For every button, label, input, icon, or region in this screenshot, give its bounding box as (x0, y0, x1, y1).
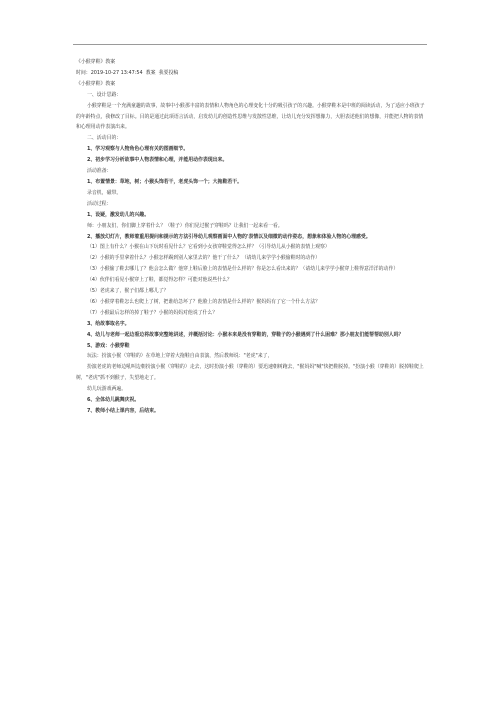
numbered-item: 7、教师小结上课内容，后结束。 (87, 408, 159, 414)
time-value: 2019-10-27 13:47:54 (90, 69, 143, 76)
numbered-item: 4、幼儿与老师一起边看边将故事完整地讲述，并概括讨论：小猴本来是没有穿鞋的，穿鞋子的小猴遇到了什么困难？那小朋友们能帮帮助别人吗？ (87, 331, 404, 338)
category-link[interactable]: 教案 (145, 69, 156, 76)
numbered-item: 2、初步学习分析故事中人物表情和心理，并能用动作表现出来。 (87, 157, 228, 164)
text-line: 活动过程： (87, 200, 112, 207)
numbered-item: 3、给故事取名字。 (87, 320, 130, 327)
text-line: （2）小猴的手里拿着什么？小猴怎样踢到别人家里去的？他干了什么？（请幼儿来学学小猴偷鞋时的动作） (87, 255, 320, 262)
text-line: （1）图上有什么？小猴在山下玩时看见什么？它看到小女孩穿鞋觉得怎么样？（引导幼儿从小猴的表情上观察） (87, 244, 330, 251)
numbered-item: 1、设疑，激发幼儿的兴趣。 (87, 211, 150, 218)
document-body (76, 57, 426, 417)
document-meta (76, 68, 426, 79)
text-line: 玩法：扮演小猴（穿鞋的）在草地上穿着大拖鞋自由表演，然后教师说："老虎"来了， (87, 353, 273, 360)
paragraph: 小猴穿鞋是一个充满童趣的故事，故事中小猴那丰富的表情和人物角色的心理变化十分的吸引孩子的兴趣。小猴穿鞋本是中班的阅读活动，为了适应小班孩子的年龄特点，我修改了目标。目的是通过此项语言活动，启发幼儿的创造性思维与发散性思维，让幼儿充分发挥想像力，大胆表述他们的想像，并能把人物的表情和心理用动作表演出来。 (76, 102, 425, 131)
time-label: 时间： (76, 69, 91, 76)
numbered-item: 1、学习观察与人物角色心理有关的图画细节。 (87, 146, 189, 153)
text-line: （7）小猴最后怎样的掉了鞋子？小猴的妈妈对他说了什么？ (87, 309, 218, 316)
text-line: （4）伙伴们看见小猴穿上了鞋，都觉得怎样？可能对他说些什么？ (87, 277, 232, 284)
text-line: 幼儿玩游戏两遍。 (87, 386, 127, 393)
text-line: （3）小猴偷了鞋去哪儿了？他会怎么做？他穿上鞋后脸上的表情是什么样的？你是怎么看出来的？（请幼儿来学学小猴穿上鞋得意洋洋的动作） (87, 266, 399, 273)
text-line: （6）小猴穿着鞋怎么也爬上了树，把谁给急坏了？他脸上的表情是什么样的？猴妈妈有了它一个什么方法？ (87, 298, 320, 305)
paragraph: 扮演老虎的老师边吼叫边朝扮演小猴（穿鞋的）走去，这时扮演小猴（穿鞋的）要迅速朝树跑去，"猴妈妈"喊"快把鞋脱掉。"扮演小猴（穿鞋的）脱掉鞋爬上树，"老虎"抓不到猴子，失望地走了。 (76, 364, 424, 382)
document-title: 《小猴穿鞋》教案 (76, 59, 116, 65)
numbered-item: 2、播放幻灯片，教师着重用提问和提示的方法引导幼儿观察画面中人物的'表情以及细微的动作姿态，想象和体验人物的心理感受。 (87, 233, 371, 240)
header-rule (73, 44, 427, 45)
text-line: 录音机，磁带。 (87, 189, 122, 196)
numbered-item: 5、游戏：小猴穿鞋 (87, 342, 130, 349)
text-line: 一、设计思路： (87, 91, 122, 98)
document-subtitle: 《小猴穿鞋》教案 (76, 80, 116, 87)
text-line: （5）老虎来了，猴子们都上哪儿了？ (87, 288, 169, 295)
numbered-item: 6、全体幼儿跳舞庆祝。 (87, 397, 140, 404)
submit-link[interactable]: 我要投稿 (158, 69, 179, 76)
text-line: 活动准备： (87, 168, 112, 175)
text-line: 二、活动目的： (87, 135, 122, 142)
text-line: 师：小朋友们，你们脚上穿着什么？（鞋子）你们见过猴子穿鞋吗？让我们一起来看一看。 (87, 222, 283, 229)
numbered-item: 1、布置情景：草地，树；小猴头饰若干，老虎头饰一个；大拖鞋若干。 (87, 178, 243, 185)
document-sections (76, 90, 426, 417)
